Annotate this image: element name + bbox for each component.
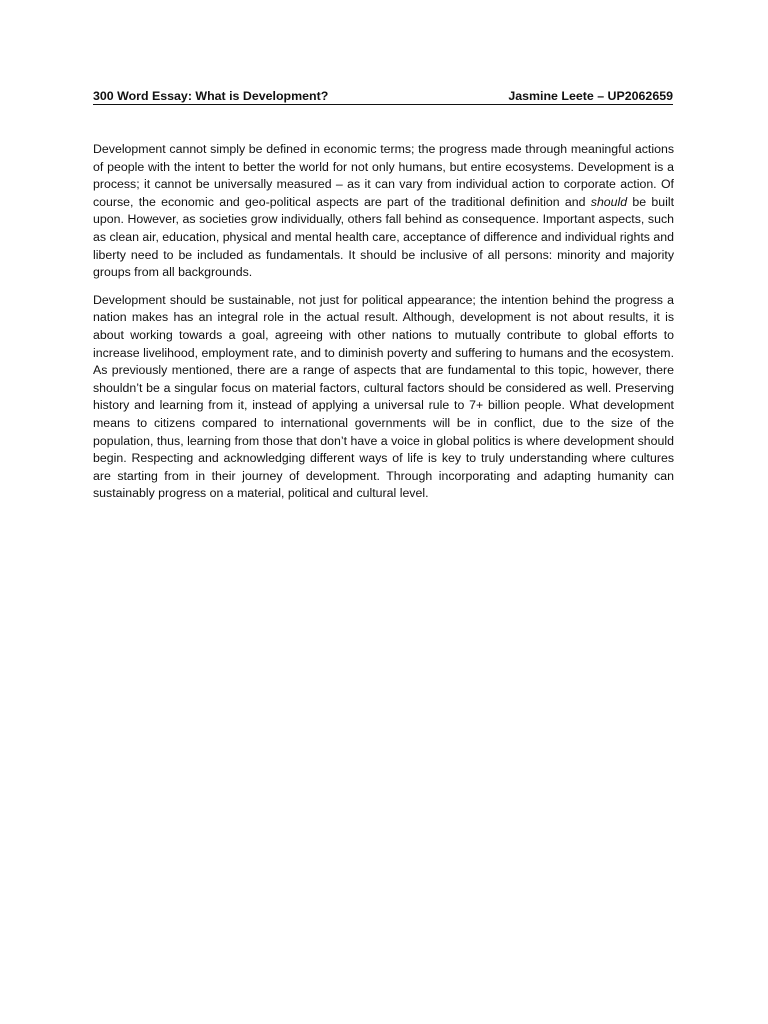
paragraph-1	[93, 141, 674, 282]
paragraph-1-italic-word: should	[590, 194, 628, 209]
paragraph-1-text-a: Development cannot simply be defined in economic terms; the progress made through meaningful actions of people with the intent to better the world for not only humans, but entire ecosystems. Development is a process; it cannot be universally measured – as it can vary from individual action to corporate action. Of course, the economic and geo-political aspects are part of the traditional definition and	[93, 142, 674, 209]
author-id: Jasmine Leete – UP2062659	[508, 89, 673, 103]
document-header	[93, 88, 673, 105]
essay-body	[93, 141, 674, 513]
paragraph-1-text-b: be built upon. However, as societies grow individually, others fall behind as consequence. Important aspects, such as clean air, education, physical and mental health care, acceptance of difference and individual rights and liberty need to be included as fundamentals. It should be inclusive of all persons: minority and majority groups from all backgrounds.	[93, 194, 675, 280]
paragraph-2: Development should be sustainable, not just for political appearance; the intention behind the progress a nation makes has an integral role in the actual result. Although, development is not about results, it is about working towards a goal, agreeing with other nations to mutually contribute to global efforts to increase livelihood, employment rate, and to diminish poverty and suffering to humans and the ecosystem. As previously mentioned, there are a range of aspects that are fundamental to this topic, however, there shouldn’t be a singular focus on material factors, cultural factors should be considered as well. Preserving history and learning from it, instead of applying a universal rule to 7+ billion people. What development means to citizens compared to international governments will be in conflict, due to the size of the population, thus, learning from those that don’t have a voice in global politics is where development should begin. Respecting and acknowledging different ways of life is key to truly understanding where cultures are starting from in their journey of development. Through incorporating and adapting humanity can sustainably progress on a material, political and cultural level.	[93, 292, 674, 501]
essay-title: 300 Word Essay: What is Development?	[93, 89, 329, 103]
